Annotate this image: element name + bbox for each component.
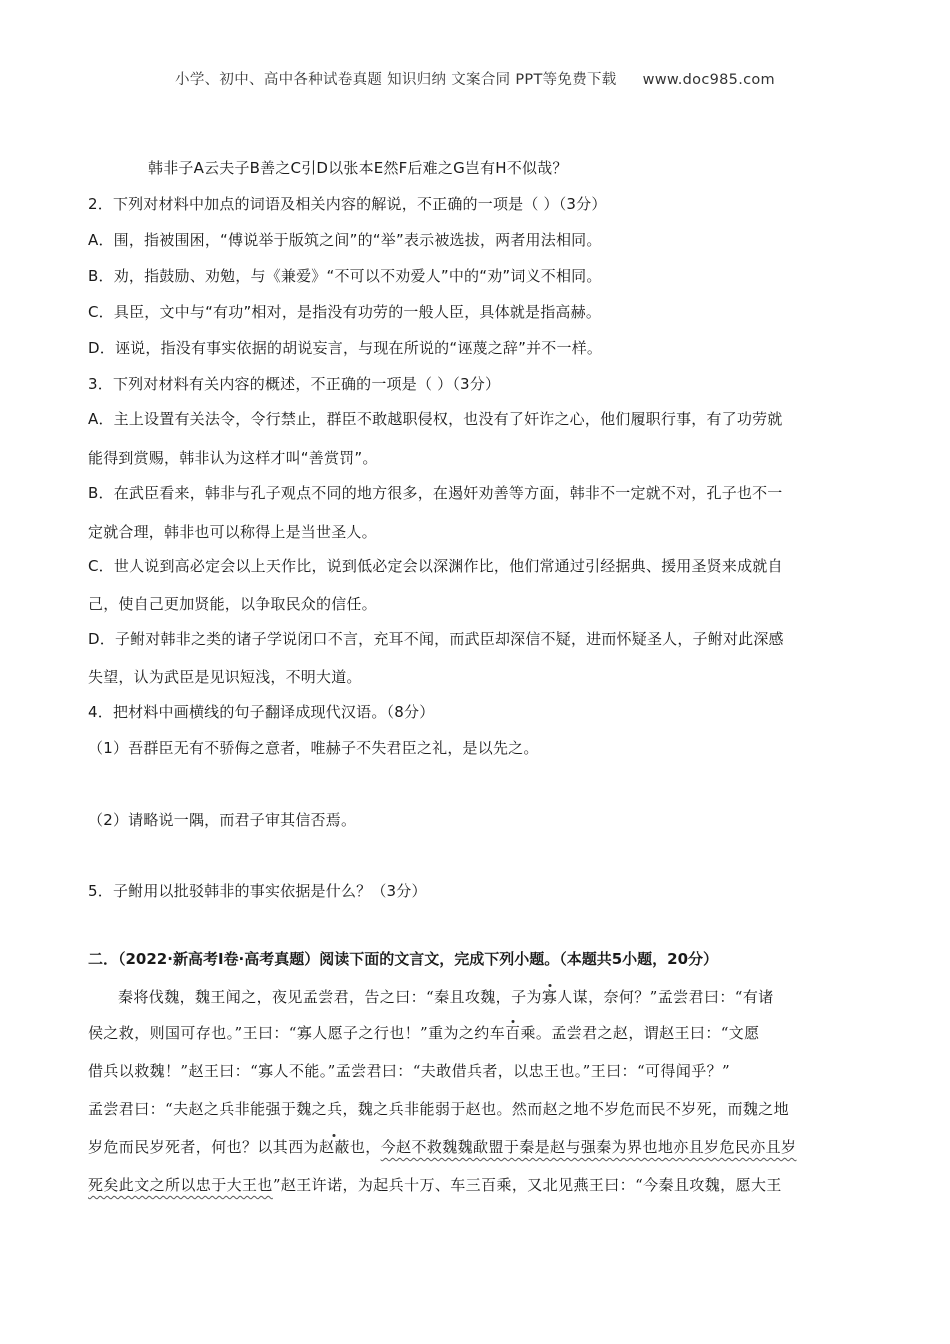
passage-line-2 — [88, 1022, 760, 1043]
passage-text: 乘。孟尝君之赵，谓赵王曰：“文愿 — [520, 1024, 760, 1042]
q5-stem: 5．子鲋用以批驳韩非的事实依据是什么？（3分） — [88, 882, 427, 900]
q4-stem: 4．把材料中画横线的句子翻译成现代汉语。（8分） — [88, 703, 435, 721]
dotted-word: 寡 — [541, 988, 558, 1006]
q4-sentence-1: （1）吾群臣无有不骄侮之意者，唯赫子不失君臣之礼，是以先之。 — [88, 739, 539, 757]
q3-option-c-line1: C．世人说到高必定会以上天作比，说到低必定会以深渊作比，他们常通过引经据典、援用圣贤来成就自 — [88, 557, 783, 575]
q3-option-d-line2: 失望，认为武臣是见识短浅，不明大道。 — [88, 668, 362, 686]
passage-text: 侯之救，则国可存也。”王曰：“寡人愿子之行也！”重为之约车 — [88, 1024, 506, 1042]
passage-line-1 — [118, 986, 774, 1007]
header-text: 小学、初中、高中各种试卷真题 知识归纳 文案合同 PPT等免费下载 — [175, 72, 617, 88]
page-header — [0, 68, 950, 89]
dotted-word: 赵蔽 — [319, 1138, 350, 1156]
q2-option-d: D．诬说，指没有事实依据的胡说妄言，与现在所说的“诬蔑之辞”并不一样。 — [88, 339, 603, 357]
q3-option-a-line1: A．主上设置有关法令，令行禁止，群臣不敢越职侵权，也没有了奸诈之心，他们履职行事，有了功劳就 — [88, 410, 783, 428]
q4-sentence-2: （2）请略说一隅，而君子审其信否焉。 — [88, 811, 357, 829]
passage-text: 也， — [349, 1138, 381, 1156]
q2-option-c: C．具臣，文中与“有功”相对，是指没有功劳的一般人臣，具体就是指高赫。 — [88, 303, 602, 321]
dotted-word: 百 — [505, 1024, 521, 1042]
wavy-underlined-text: 死矣此文之所以忠于大王也 — [88, 1176, 273, 1194]
q2-stem: 2．下列对材料中加点的词语及相关内容的解说，不正确的一项是（ ）（3分） — [88, 195, 607, 213]
q3-option-b-line1: B．在武臣看来，韩非与孔子观点不同的地方很多，在遏奸劝善等方面，韩非不一定就不对，孔子也不一 — [88, 484, 783, 502]
passage-text: ”赵王许诺，为起兵十万、车三百乘，又北见燕王曰：“今秦且攻魏，愿大王 — [272, 1176, 782, 1194]
q1-sentence: 韩非子A云夫子B善之C引D以张本E然F后难之G岂有H不似哉？ — [148, 159, 568, 177]
q3-option-d-line1: D．子鲋对韩非之类的诸子学说闭口不言，充耳不闻，而武臣却深信不疑，进而怀疑圣人，子鲋对此深感 — [88, 630, 784, 648]
header-site-link[interactable]: www.doc985.com — [642, 72, 775, 88]
passage-text: 人谋，奈何？”孟尝君曰：“有诸 — [557, 988, 774, 1006]
q2-option-b: B．劝，指鼓励、劝勉，与《兼爱》“不可以不劝爱人”中的“劝”词义不相同。 — [88, 267, 602, 285]
wavy-underlined-text: 今赵不救魏魏歃盟于秦是赵与强秦为界也地亦且岁危民亦且岁 — [380, 1138, 797, 1156]
passage-text: 秦将伐魏，魏王闻之，夜见孟尝君，告之曰：“秦且攻魏，子为 — [118, 988, 542, 1006]
passage-line-5 — [88, 1136, 796, 1157]
passage-text: 岁危而民岁死者，何也？以其西为 — [88, 1138, 320, 1156]
section-2-title: 二．（2022·新高考Ⅰ卷·高考真题）阅读下面的文言文，完成下列小题。（本题共5小题，20分） — [88, 950, 719, 968]
passage-line-4: 孟尝君曰：“夫赵之兵非能强于魏之兵，魏之兵非能弱于赵也。然而赵之地不岁危而民不岁死，而魏之地 — [88, 1100, 790, 1118]
passage-line-6 — [88, 1174, 782, 1195]
q3-stem: 3．下列对材料有关内容的概述，不正确的一项是（ ）（3分） — [88, 375, 501, 393]
q3-option-a-line2: 能得到赏赐，韩非认为这样才叫“善赏罚”。 — [88, 449, 378, 467]
passage-line-3: 借兵以救魏！”赵王曰：“寡人不能。”孟尝君曰：“夫敢借兵者，以忠王也。”王曰：“可得闻乎？” — [88, 1062, 731, 1080]
q2-option-a: A．围，指被围困，“傅说举于版筑之间”的“举”表示被选拔，两者用法相同。 — [88, 231, 602, 249]
q3-option-b-line2: 定就合理，韩非也可以称得上是当世圣人。 — [88, 523, 377, 541]
q3-option-c-line2: 己，使自己更加贤能，以争取民众的信任。 — [88, 595, 377, 613]
